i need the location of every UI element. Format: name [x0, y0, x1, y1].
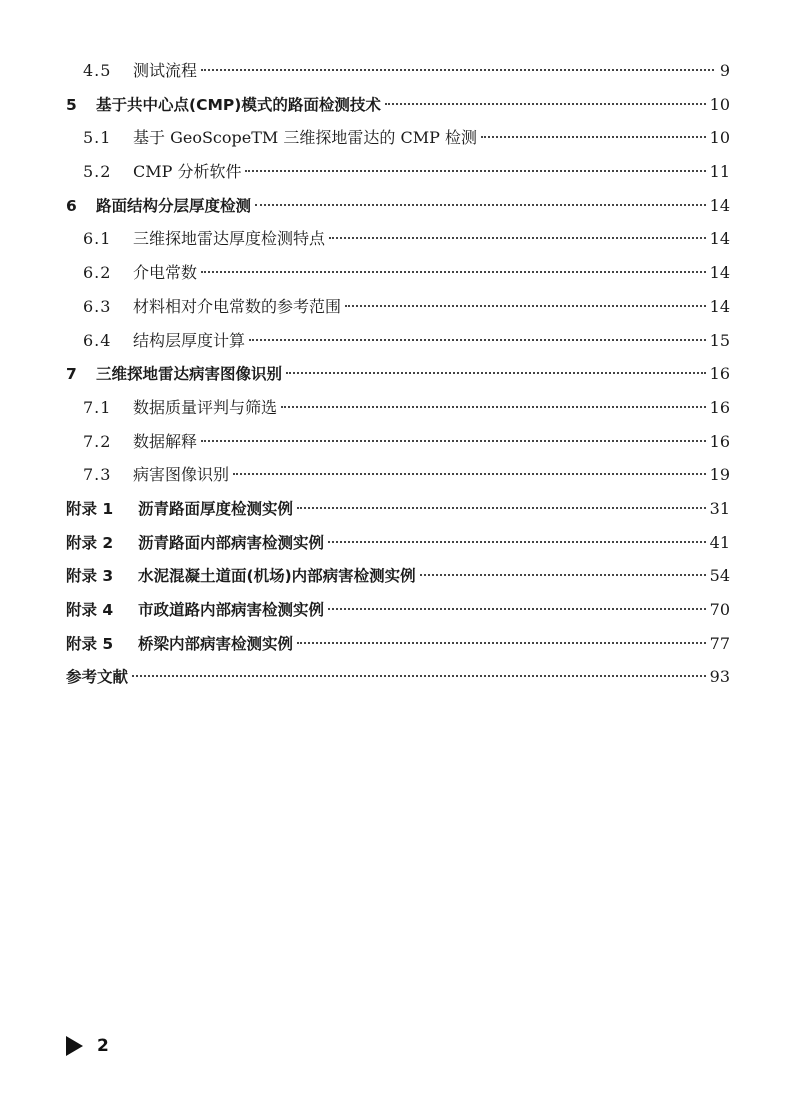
toc-entry-title: 数据质量评判与筛选: [133, 397, 278, 417]
toc-entry-number: 6: [66, 196, 77, 215]
toc-entry-title: 材料相对介电常数的参考范围: [133, 296, 342, 316]
toc-entry-number: 5.1: [83, 128, 112, 148]
dot-leader: [328, 608, 706, 610]
toc-entry-number: 5: [66, 95, 77, 114]
toc-entry-number: 6.2: [83, 263, 112, 283]
toc-entry-5-2[interactable]: [66, 155, 730, 189]
dot-leader: [297, 507, 706, 509]
toc-entry-references[interactable]: [66, 660, 730, 694]
toc-entry-5[interactable]: [66, 88, 730, 122]
toc-entry-7-2[interactable]: [66, 425, 730, 459]
toc-entry-title: 路面结构分层厚度检测: [96, 196, 252, 215]
toc-entry-4-5[interactable]: [66, 54, 730, 88]
dot-leader: [245, 170, 705, 172]
toc-entry-number: 6.1: [83, 229, 112, 249]
dot-leader: [420, 574, 706, 576]
toc-entry-title: 桥梁内部病害检测实例: [138, 634, 294, 653]
dot-leader: [201, 271, 706, 273]
toc-entry-title: 水泥混凝土道面(机场)内部病害检测实例: [138, 567, 416, 586]
toc-entry-appendix-2[interactable]: [66, 526, 730, 560]
toc-entry-6-2[interactable]: [66, 256, 730, 290]
toc-entry-number: 4.5: [83, 61, 112, 80]
toc-entry-appendix-4[interactable]: [66, 593, 730, 627]
toc-entry-title: 数据解释: [133, 431, 198, 451]
toc-entry-7-3[interactable]: [66, 458, 730, 492]
toc-entry-title: 基于 GeoScopeTM 三维探地雷达的 CMP 检测: [133, 128, 477, 148]
page-footer: [66, 1036, 109, 1056]
toc-entry-title: 参考文献: [66, 668, 129, 687]
toc-entry-title: 结构层厚度计算: [133, 330, 246, 350]
toc-entry-page: 10: [709, 128, 730, 148]
toc-entry-page: 41: [709, 532, 730, 552]
toc-entry-appendix-3[interactable]: [66, 559, 730, 593]
toc-entry-page: 9: [719, 61, 730, 80]
toc-entry-number: 7: [66, 365, 77, 384]
dot-leader: [233, 473, 706, 475]
dot-leader: [329, 237, 706, 239]
toc-entry-6-4[interactable]: [66, 324, 730, 358]
toc-entry-page: 19: [709, 465, 730, 485]
toc-entry-6-1[interactable]: [66, 222, 730, 256]
toc-entry-page: 15: [709, 330, 730, 350]
toc-entry-number: 7.3: [83, 465, 112, 485]
dot-leader: [345, 305, 706, 307]
toc-entry-title: 沥青路面厚度检测实例: [138, 499, 294, 518]
toc-entry-page: 14: [709, 263, 730, 283]
toc-entry-title: 三维探地雷达厚度检测特点: [133, 229, 326, 249]
toc-entry-number: 7.1: [83, 397, 112, 417]
toc-entry-page: 93: [709, 667, 730, 687]
toc-entry-number: 附录 2: [66, 533, 114, 552]
toc-entry-title: CMP 分析软件: [133, 162, 242, 182]
toc-entry-page: 70: [709, 600, 730, 619]
dot-leader: [286, 372, 706, 374]
toc-entry-number: 附录 4: [66, 601, 114, 619]
toc-entry-page: 14: [709, 229, 730, 249]
toc-entry-page: 31: [709, 498, 730, 518]
toc-entry-page: 10: [709, 94, 730, 114]
toc-entry-page: 11: [709, 162, 730, 182]
toc-entry-title: 基于共中心点(CMP)模式的路面检测技术: [96, 95, 381, 114]
toc-entry-title: 病害图像识别: [133, 465, 230, 485]
toc-entry-page: 77: [709, 633, 730, 653]
toc-entry-title: 沥青路面内部病害检测实例: [138, 533, 325, 552]
toc-entry-6[interactable]: [66, 189, 730, 223]
dot-leader: [385, 103, 706, 105]
table-of-contents: [66, 54, 730, 694]
dot-leader: [481, 136, 706, 138]
dot-leader: [328, 541, 706, 543]
toc-entry-title: 测试流程: [133, 61, 198, 80]
dot-leader: [255, 204, 706, 206]
toc-entry-title: 三维探地雷达病害图像识别: [96, 365, 283, 384]
toc-entry-number: 附录 3: [66, 567, 114, 586]
toc-entry-title: 介电常数: [133, 263, 198, 283]
toc-entry-5-1[interactable]: [66, 121, 730, 155]
dot-leader: [132, 675, 706, 677]
toc-entry-page: 14: [709, 195, 730, 215]
toc-entry-7[interactable]: [66, 357, 730, 391]
toc-entry-number: 附录 5: [66, 634, 114, 653]
dot-leader: [281, 406, 706, 408]
toc-entry-page: 16: [709, 397, 730, 417]
toc-entry-title: 市政道路内部病害检测实例: [138, 601, 325, 619]
page-number: 2: [97, 1036, 109, 1056]
dot-leader: [297, 642, 706, 644]
play-triangle-icon: [66, 1036, 83, 1056]
dot-leader: [201, 440, 706, 442]
toc-entry-6-3[interactable]: [66, 290, 730, 324]
toc-entry-page: 54: [709, 566, 730, 586]
toc-entry-number: 7.2: [83, 431, 112, 451]
toc-entry-number: 5.2: [83, 162, 112, 182]
toc-entry-7-1[interactable]: [66, 391, 730, 425]
toc-entry-number: 6.4: [83, 330, 112, 350]
toc-entry-number: 附录 1: [66, 499, 114, 518]
toc-entry-appendix-1[interactable]: [66, 492, 730, 526]
toc-entry-appendix-5[interactable]: [66, 627, 730, 661]
dot-leader: [249, 339, 706, 341]
toc-entry-page: 16: [709, 364, 730, 384]
dot-leader: [201, 69, 714, 71]
toc-entry-page: 14: [709, 296, 730, 316]
toc-entry-page: 16: [709, 431, 730, 451]
toc-entry-number: 6.3: [83, 296, 112, 316]
